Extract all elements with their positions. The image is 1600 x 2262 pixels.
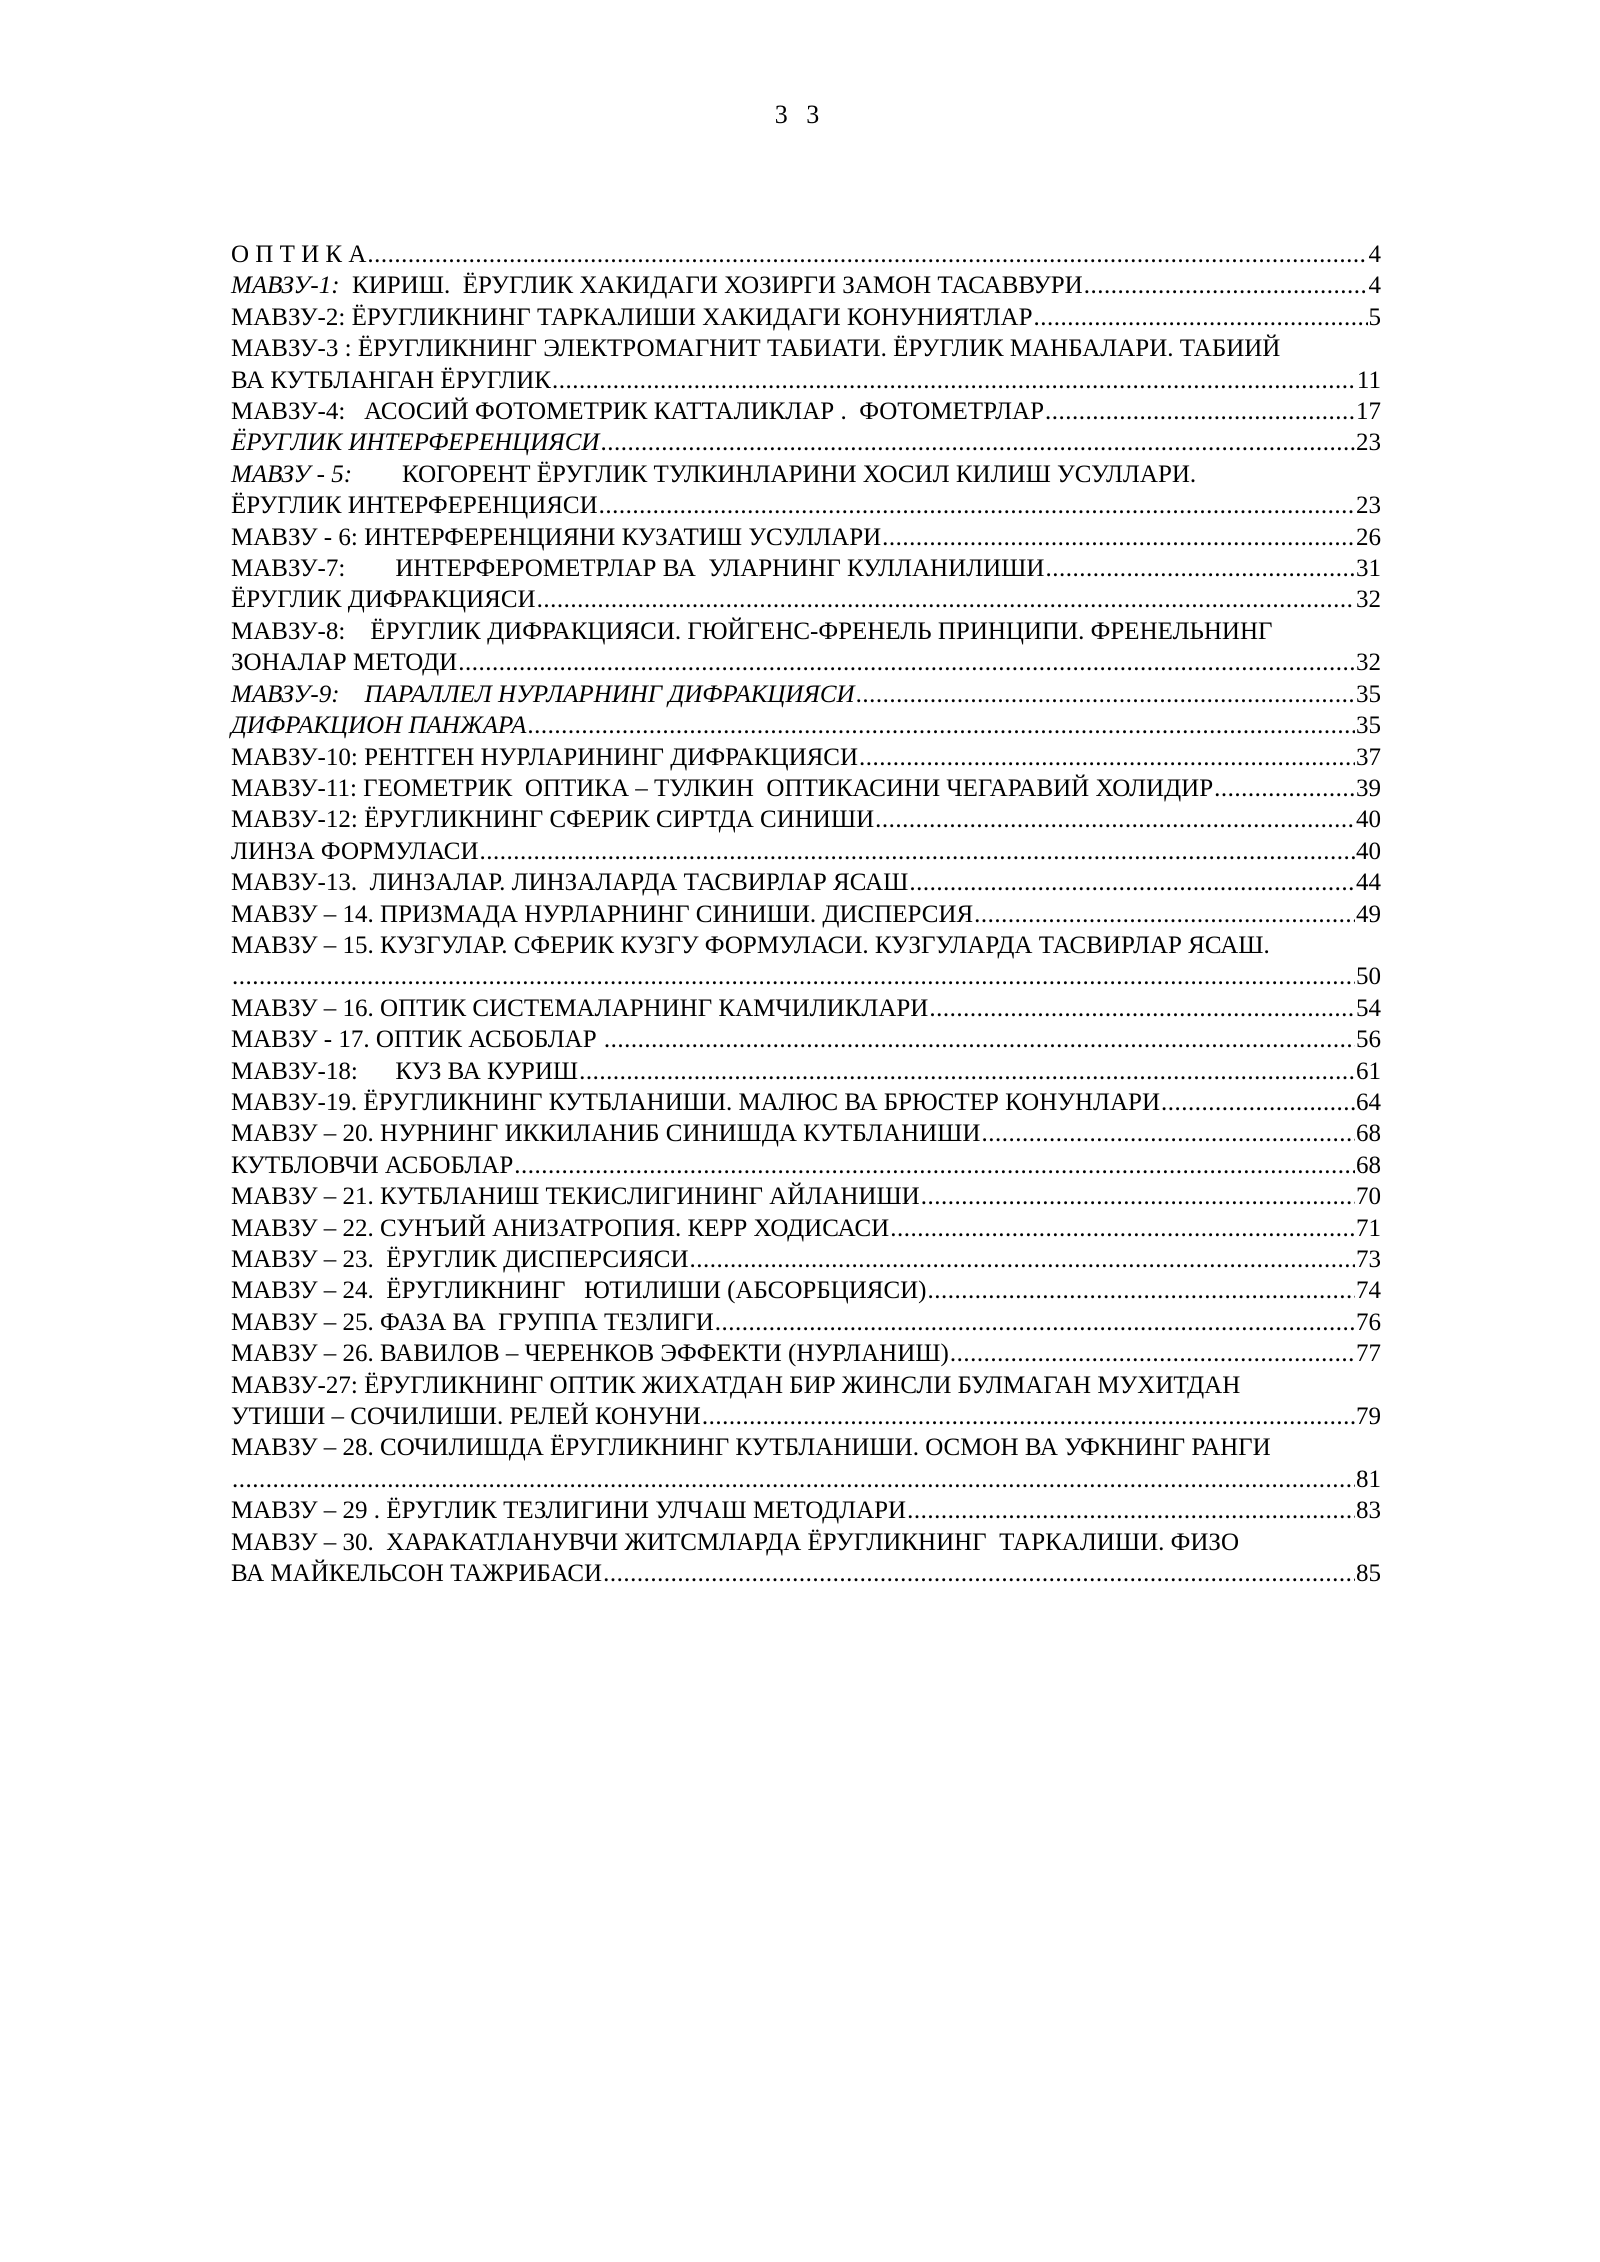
dot-leader	[1034, 302, 1368, 333]
toc-entry[interactable]	[231, 1181, 1381, 1212]
toc-entry[interactable]	[231, 1527, 1381, 1590]
toc-entry-title: ВА МАЙКЕЛЬСОН ТАЖРИБАСИ	[231, 1560, 603, 1588]
dot-leader	[1045, 396, 1355, 427]
toc-page-number: 40	[1356, 837, 1381, 865]
toc-entry-title: МАВЗУ – 16. ОПТИК СИСТЕМАЛАРНИНГ КАМЧИЛИКЛАРИ	[231, 994, 929, 1022]
toc-page-number: 35	[1356, 680, 1381, 708]
dot-leader	[715, 1307, 1355, 1338]
toc-page-number: 31	[1356, 555, 1381, 583]
toc-page-number: 64	[1356, 1088, 1381, 1116]
toc-page-number: 81	[1356, 1465, 1381, 1493]
toc-entry-title: УТИШИ – СОЧИЛИШИ. РЕЛЕЙ КОНУНИ	[231, 1403, 701, 1431]
dot-leader	[604, 1024, 1355, 1055]
toc-page-number: 4	[1368, 272, 1381, 300]
toc-entry[interactable]	[231, 836, 1381, 867]
dot-leader	[890, 1213, 1355, 1244]
toc-entry[interactable]	[231, 930, 1381, 993]
toc-page-number: 56	[1356, 1026, 1381, 1054]
toc-entry-line	[231, 1213, 1381, 1244]
toc-entry-title-line	[231, 616, 1381, 647]
toc-page-number: 40	[1356, 806, 1381, 834]
toc-entry[interactable]	[231, 616, 1381, 679]
toc-entry-line	[231, 365, 1381, 396]
toc-entry[interactable]	[231, 459, 1381, 522]
toc-entry-line	[231, 1244, 1381, 1275]
dot-leader	[458, 647, 1355, 678]
toc-entry-line	[231, 1056, 1381, 1087]
toc-entry-title: ВА КУТБЛАНГАН ЁРУГЛИК	[231, 366, 551, 394]
dot-leader	[921, 1181, 1355, 1212]
toc-entry-title: МАВЗУ – 14. ПРИЗМАДА НУРЛАРНИНГ СИНИШИ. ДИСПЕРСИЯ	[231, 900, 974, 928]
toc-entry-line	[231, 1275, 1381, 1306]
toc-entry-title: ЗОНАЛАР МЕТОДИ	[231, 649, 458, 677]
toc-entry-line	[231, 836, 1381, 867]
toc-entry-title-segment: КОГОРЕНТ ЁРУГЛИК ТУЛКИНЛАРИНИ ХОСИЛ КИЛИШ УСУЛЛАРИ.	[352, 460, 1197, 488]
toc-entry[interactable]	[231, 584, 1381, 615]
toc-entry-title: МАВЗУ-1:	[231, 272, 340, 300]
toc-page-number: 23	[1356, 492, 1381, 520]
toc-entry-title: МАВЗУ – 24. ЁРУГЛИКНИНГ ЮТИЛИШИ (АБСОРБЦИЯСИ)	[231, 1277, 927, 1305]
toc-page-number: 37	[1356, 743, 1381, 771]
dot-leader	[537, 584, 1355, 615]
toc-entry-title: МАВЗУ – 25. ФАЗА ВА ГРУППА ТЕЗЛИГИ	[231, 1308, 714, 1336]
toc-entry-title: МАВЗУ-4: АСОСИЙ ФОТОМЕТРИК КАТТАЛИКЛАР . ФОТОМЕТРЛАР	[231, 398, 1045, 426]
toc-entry-line	[231, 302, 1381, 333]
dot-leader	[981, 1118, 1355, 1149]
toc-page-number: 77	[1356, 1340, 1381, 1368]
dot-leader	[600, 427, 1355, 458]
toc-entry-title-line	[231, 1432, 1381, 1463]
toc-entry-title: МАВЗУ-7: ИНТЕРФЕРОМЕТРЛАР ВА УЛАРНИНГ КУЛЛАНИЛИШИ	[231, 555, 1045, 583]
dot-leader	[480, 836, 1355, 867]
toc-page-number: 32	[1356, 586, 1381, 614]
toc-page-number: 32	[1356, 649, 1381, 677]
toc-entry[interactable]	[231, 1432, 1381, 1495]
dot-leader	[928, 1275, 1355, 1306]
toc-entry[interactable]	[231, 710, 1381, 741]
toc-entry-title-line	[231, 1370, 1381, 1401]
toc-entry-line	[231, 522, 1381, 553]
toc-entry-title: МАВЗУ – 22. СУНЪИЙ АНИЗАТРОПИЯ. КЕРР ХОДИСАСИ	[231, 1214, 890, 1242]
toc-entry-line	[231, 1150, 1381, 1181]
toc-page-number: 68	[1356, 1120, 1381, 1148]
toc-entry-line	[231, 899, 1381, 930]
toc-entry[interactable]	[231, 302, 1381, 333]
toc-entry-line	[231, 1338, 1381, 1369]
toc-entry-line	[231, 584, 1381, 615]
toc-entry-title: ЁРУГЛИК ИНТЕРФЕРЕНЦИЯСИ	[231, 492, 598, 520]
toc-entry-title: ДИФРАКЦИОН ПАНЖАРА	[231, 712, 527, 740]
toc-entry[interactable]	[231, 773, 1381, 804]
toc-entry-title: ЁРУГЛИК ДИФРАКЦИЯСИ	[231, 586, 536, 614]
toc-entry-title: МАВЗУ-13. ЛИНЗАЛАР. ЛИНЗАЛАРДА ТАСВИРЛАР ЯСАШ	[231, 869, 909, 897]
dot-leader	[882, 522, 1355, 553]
toc-entry-title: ЛИНЗА ФОРМУЛАСИ	[231, 837, 479, 865]
toc-entry[interactable]	[231, 1118, 1381, 1149]
toc-entry-line	[231, 1307, 1381, 1338]
toc-entry[interactable]	[231, 679, 1381, 710]
toc-entry[interactable]	[231, 1495, 1381, 1526]
toc-page-number: 74	[1356, 1277, 1381, 1305]
toc-entry-title: МАВЗУ - 6: ИНТЕРФЕРЕНЦИЯНИ КУЗАТИШ УСУЛЛАРИ	[231, 523, 882, 551]
toc-entry-line	[231, 647, 1381, 678]
toc-entry-line	[231, 553, 1381, 584]
toc-entry[interactable]	[231, 396, 1381, 427]
toc-entry-line	[231, 742, 1381, 773]
dot-leader	[552, 365, 1356, 396]
toc-entry-title: МАВЗУ – 26. ВАВИЛОВ – ЧЕРЕНКОВ ЭФФЕКТИ (НУРЛАНИШ)	[231, 1340, 949, 1368]
toc-page-number: 5	[1368, 303, 1381, 331]
toc-page-number: 50	[1356, 963, 1381, 991]
toc-entry-line	[231, 804, 1381, 835]
toc-entry[interactable]	[231, 1338, 1381, 1369]
toc-page-number: 70	[1356, 1183, 1381, 1211]
toc-entry-line	[231, 1118, 1381, 1149]
toc-page-number: 79	[1356, 1403, 1381, 1431]
toc-entry-title-segment: МАВЗУ - 5:	[231, 460, 353, 488]
dot-leader	[1214, 773, 1355, 804]
toc-entry[interactable]	[231, 1244, 1381, 1275]
dot-leader	[367, 239, 1367, 270]
toc-page-number: 68	[1356, 1151, 1381, 1179]
toc-page-number: 35	[1356, 712, 1381, 740]
toc-entry[interactable]	[231, 1307, 1381, 1338]
toc-page-number: 61	[1356, 1057, 1381, 1085]
toc-entry-title: МАВЗУ-18: КУЗ ВА КУРИШ	[231, 1057, 579, 1085]
toc-entry[interactable]	[231, 522, 1381, 553]
toc-entry-title: КИРИШ. ЁРУГЛИК ХАКИДАГИ ХОЗИРГИ ЗАМОН ТАСАВВУРИ	[339, 272, 1083, 300]
page-number: 3 3	[774, 100, 826, 129]
toc-page-number: 26	[1356, 523, 1381, 551]
toc-entry-line	[231, 679, 1381, 710]
toc-page-number: 11	[1356, 366, 1381, 394]
toc-entry[interactable]	[231, 993, 1381, 1024]
toc-entry[interactable]	[231, 1275, 1381, 1306]
toc-entry-title: МАВЗУ - 17. ОПТИК АСБОБЛАР	[231, 1026, 603, 1054]
toc-page-number: 23	[1356, 429, 1381, 457]
toc-entry[interactable]	[231, 804, 1381, 835]
toc-entry[interactable]	[231, 553, 1381, 584]
toc-page-number: 39	[1356, 774, 1381, 802]
toc-entry[interactable]	[231, 1370, 1381, 1433]
dot-leader	[599, 490, 1355, 521]
toc-entry-title: О П Т И К А	[231, 241, 367, 268]
toc-entry-line	[231, 1495, 1381, 1526]
toc-entry[interactable]	[231, 1056, 1381, 1087]
toc-entry-line	[231, 773, 1381, 804]
toc-entry-title: ЁРУГЛИК ИНТЕРФЕРЕНЦИЯСИ	[231, 429, 600, 457]
toc-entry-line	[231, 1087, 1381, 1118]
dot-leader	[579, 1056, 1355, 1087]
toc-entry-title-segment: МАВЗУ – 15. КУЗГУЛАР. СФЕРИК КУЗГУ ФОРМУЛАСИ. КУЗГУЛАРДА ТАСВИРЛАР ЯСАШ.	[231, 931, 1270, 959]
dot-leader	[232, 961, 1355, 992]
toc-entry-line	[231, 1181, 1381, 1212]
toc-entry-line	[231, 993, 1381, 1024]
toc-entry[interactable]	[231, 1087, 1381, 1118]
toc-entry-title-segment: МАВЗУ – 28. СОЧИЛИШДА ЁРУГЛИКНИНГ КУТБЛАНИШИ. ОСМОН ВА УФКНИНГ РАНГИ	[231, 1434, 1271, 1462]
dot-leader	[1161, 1087, 1355, 1118]
dot-leader	[1045, 553, 1355, 584]
table-of-contents	[231, 239, 1381, 1589]
toc-entry-title: МАВЗУ – 23. ЁРУГЛИК ДИСПЕРСИЯСИ	[231, 1246, 689, 1273]
dot-leader	[856, 679, 1355, 710]
toc-entry-title: МАВЗУ-11: ГЕОМЕТРИК ОПТИКА – ТУЛКИН ОПТИКАСИНИ ЧЕГАРАВИЙ ХОЛИДИР	[231, 774, 1214, 802]
toc-entry[interactable]	[231, 333, 1381, 396]
toc-page-number: 83	[1356, 1497, 1381, 1525]
toc-page-number: 49	[1356, 900, 1381, 928]
dot-leader	[909, 867, 1355, 898]
toc-entry-title: МАВЗУ-2: ЁРУГЛИКНИНГ ТАРКАЛИШИ ХАКИДАГИ КОНУНИЯТЛАР	[231, 303, 1033, 331]
toc-entry[interactable]	[231, 742, 1381, 773]
toc-entry[interactable]	[231, 1150, 1381, 1181]
toc-entry-line	[231, 710, 1381, 741]
toc-entry-title-line	[231, 333, 1381, 364]
toc-entry-line	[231, 427, 1381, 458]
dot-leader	[514, 1150, 1355, 1181]
toc-entry-title: КУТБЛОВЧИ АСБОБЛАР	[231, 1151, 514, 1179]
dot-leader	[527, 710, 1355, 741]
toc-entry-title: МАВЗУ – 20. НУРНИНГ ИККИЛАНИБ СИНИШДА КУТБЛАНИШИ	[231, 1120, 981, 1148]
toc-entry-title-line	[231, 930, 1381, 961]
toc-page-number: 54	[1356, 994, 1381, 1022]
toc-entry[interactable]	[231, 899, 1381, 930]
toc-page-number: 85	[1356, 1560, 1381, 1588]
toc-entry-title: МАВЗУ – 29 . ЁРУГЛИК ТЕЗЛИГИНИ УЛЧАШ МЕТОДЛАРИ	[231, 1497, 907, 1525]
toc-entry-line	[231, 490, 1381, 521]
toc-page-number: 73	[1356, 1246, 1381, 1273]
toc-entry-line	[231, 961, 1381, 992]
toc-entry-title-segment: МАВЗУ-3 : ЁРУГЛИКНИНГ ЭЛЕКТРОМАГНИТ ТАБИАТИ. ЁРУГЛИК МАНБАЛАРИ. ТАБИИЙ	[231, 335, 1281, 363]
dot-leader	[875, 804, 1355, 835]
toc-entry-line	[231, 396, 1381, 427]
toc-entry-title-line	[231, 1527, 1381, 1558]
toc-entry-title: МАВЗУ-10: РЕНТГЕН НУРЛАРИНИНГ ДИФРАКЦИЯСИ	[231, 743, 859, 771]
dot-leader	[232, 1464, 1355, 1495]
dot-leader	[1084, 270, 1368, 301]
toc-entry-title: МАВЗУ-19. ЁРУГЛИКНИНГ КУТБЛАНИШИ. МАЛЮС ВА БРЮСТЕР КОНУНЛАРИ	[231, 1088, 1161, 1116]
toc-entry-line	[231, 867, 1381, 898]
toc-page-number: 4	[1368, 241, 1381, 268]
toc-entry-line	[231, 1558, 1381, 1589]
toc-page-number: 71	[1356, 1214, 1381, 1242]
dot-leader	[929, 993, 1355, 1024]
toc-entry-title-segment: МАВЗУ-27: ЁРУГЛИКНИНГ ОПТИК ЖИХАТДАН БИР ЖИНСЛИ БУЛМАГАН МУХИТДАН	[231, 1371, 1241, 1399]
dot-leader	[859, 742, 1355, 773]
toc-entry-line	[231, 239, 1381, 270]
dot-leader	[690, 1244, 1355, 1275]
dot-leader	[603, 1558, 1355, 1589]
toc-page-number: 76	[1356, 1308, 1381, 1336]
dot-leader	[702, 1401, 1355, 1432]
toc-page-number: 44	[1356, 869, 1381, 897]
toc-entry-title-segment: МАВЗУ-8: ЁРУГЛИК ДИФРАКЦИЯСИ. ГЮЙГЕНС-ФРЕНЕЛЬ ПРИНЦИПИ. ФРЕНЕЛЬНИНГ	[231, 617, 1273, 645]
toc-page-number: 17	[1356, 398, 1381, 426]
toc-entry[interactable]	[231, 867, 1381, 898]
toc-entry-line	[231, 1024, 1381, 1055]
dot-leader	[950, 1338, 1355, 1369]
toc-entry-line	[231, 1401, 1381, 1432]
toc-entry[interactable]	[231, 1024, 1381, 1055]
toc-entry-title-line	[231, 459, 1381, 490]
toc-entry[interactable]	[231, 239, 1381, 270]
toc-entry[interactable]	[231, 270, 1381, 301]
toc-entry-title: МАВЗУ – 21. КУТБЛАНИШ ТЕКИСЛИГИНИНГ АЙЛАНИШИ	[231, 1183, 920, 1211]
dot-leader	[907, 1495, 1355, 1526]
toc-entry[interactable]	[231, 1213, 1381, 1244]
toc-entry-title: МАВЗУ-12: ЁРУГЛИКНИНГ СФЕРИК СИРТДА СИНИШИ	[231, 806, 875, 834]
toc-entry-title-segment: МАВЗУ – 30. ХАРАКАТЛАНУВЧИ ЖИТСМЛАРДА ЁРУГЛИКНИНГ ТАРКАЛИШИ. ФИЗО	[231, 1528, 1240, 1556]
toc-entry-line	[231, 1464, 1381, 1495]
toc-entry-title: МАВЗУ-9: ПАРАЛЛЕЛ НУРЛАРНИНГ ДИФРАКЦИЯСИ	[231, 680, 855, 708]
dot-leader	[974, 899, 1355, 930]
toc-entry[interactable]	[231, 427, 1381, 458]
toc-entry-line	[231, 270, 1381, 301]
